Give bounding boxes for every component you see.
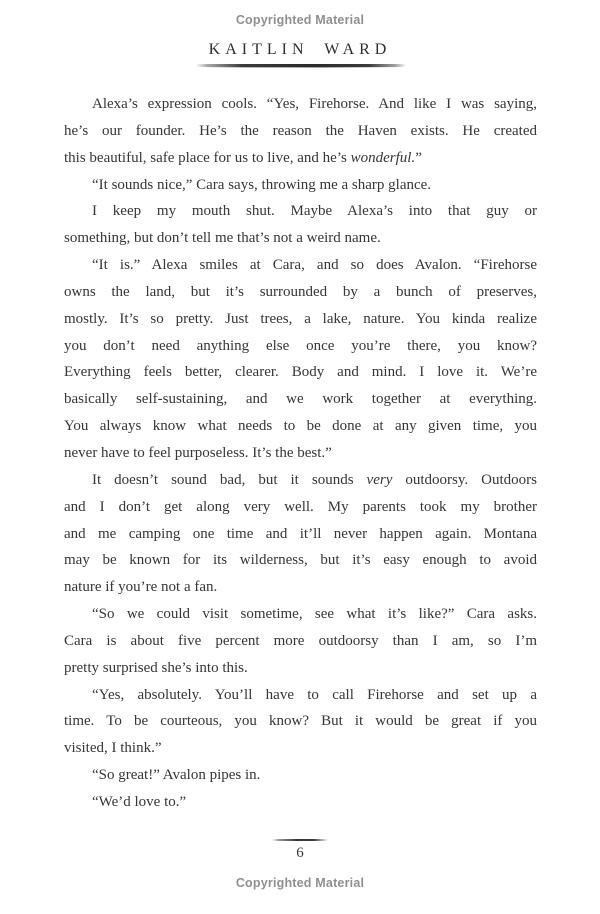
- text-line: Alexa’s expression cools. “Yes, Firehorse. And like I was saying,: [92, 96, 537, 112]
- text-line: mostly. It’s so pretty. Just trees, a lake, nature. You kinda realize: [64, 310, 537, 327]
- body-text: [64, 91, 537, 816]
- text-line: “So we could visit sometime, see what it’s like?” Cara asks.: [92, 606, 537, 623]
- text-line: “It is.” Alexa smiles at Cara, and so does Avalon. “Firehorse: [92, 257, 537, 274]
- text-line: You always know what needs to be done at any given time, you: [64, 418, 537, 435]
- text-line: “We’d love to.”: [92, 793, 187, 810]
- text-line: pretty surprised she’s into this.: [64, 659, 248, 676]
- text-line: “So great!” Avalon pipes in.: [92, 767, 261, 784]
- text-line: Cara is about five percent more outdoorsy than I am, so I’m: [64, 632, 537, 649]
- text-line: Everything feels better, clearer. Body and mind. I love it. We’re: [64, 364, 537, 381]
- text-line: and me camping one time and it’ll never happen again. Montana: [64, 525, 537, 542]
- text-line: nature if you’re not a fan.: [64, 579, 218, 596]
- text-line: I keep my mouth shut. Maybe Alexa’s into that guy or: [92, 203, 537, 220]
- text-line: never have to feel purposeless. It’s the best.”: [64, 444, 332, 461]
- text-line: basically self-sustaining, and we work together at everything.: [64, 391, 537, 408]
- text-line: you don’t need anything else once you’re there, you know?: [64, 337, 537, 354]
- copyright-notice-bottom: Copyrighted Material: [235, 876, 365, 890]
- text-line: time. To be courteous, you know? But it would be great if you: [64, 713, 537, 730]
- text-line: “It sounds nice,” Cara says, throwing me a sharp glance.: [92, 176, 432, 193]
- running-header-author: KAITLIN WARD: [208, 41, 392, 58]
- text-line: It doesn’t sound bad, but it sounds very outdoorsy. Outdoors: [92, 471, 537, 488]
- text-line: he’s our founder. He’s the reason the Haven exists. He created: [64, 122, 537, 139]
- text-line: “Yes, absolutely. You’ll have to call Firehorse and set up a: [92, 686, 537, 703]
- footer-flourish: [272, 839, 328, 841]
- copyright-notice-top: Copyrighted Material: [235, 13, 365, 27]
- text-line: something, but don’t tell me that’s not a weird name.: [64, 230, 381, 247]
- text-line: this beautiful, safe place for us to live, and he’s wonderful.”: [64, 149, 422, 166]
- text-line: and I don’t get along very well. My parents took my brother: [64, 498, 537, 515]
- header-rule: [196, 64, 406, 67]
- text-line: visited, I think.”: [64, 740, 162, 757]
- text-line: may be known for its wilderness, but it’s easy enough to avoid: [64, 552, 537, 569]
- text-line: owns the land, but it’s surrounded by a bunch of preserves,: [64, 283, 537, 300]
- page-number: 6: [296, 845, 304, 861]
